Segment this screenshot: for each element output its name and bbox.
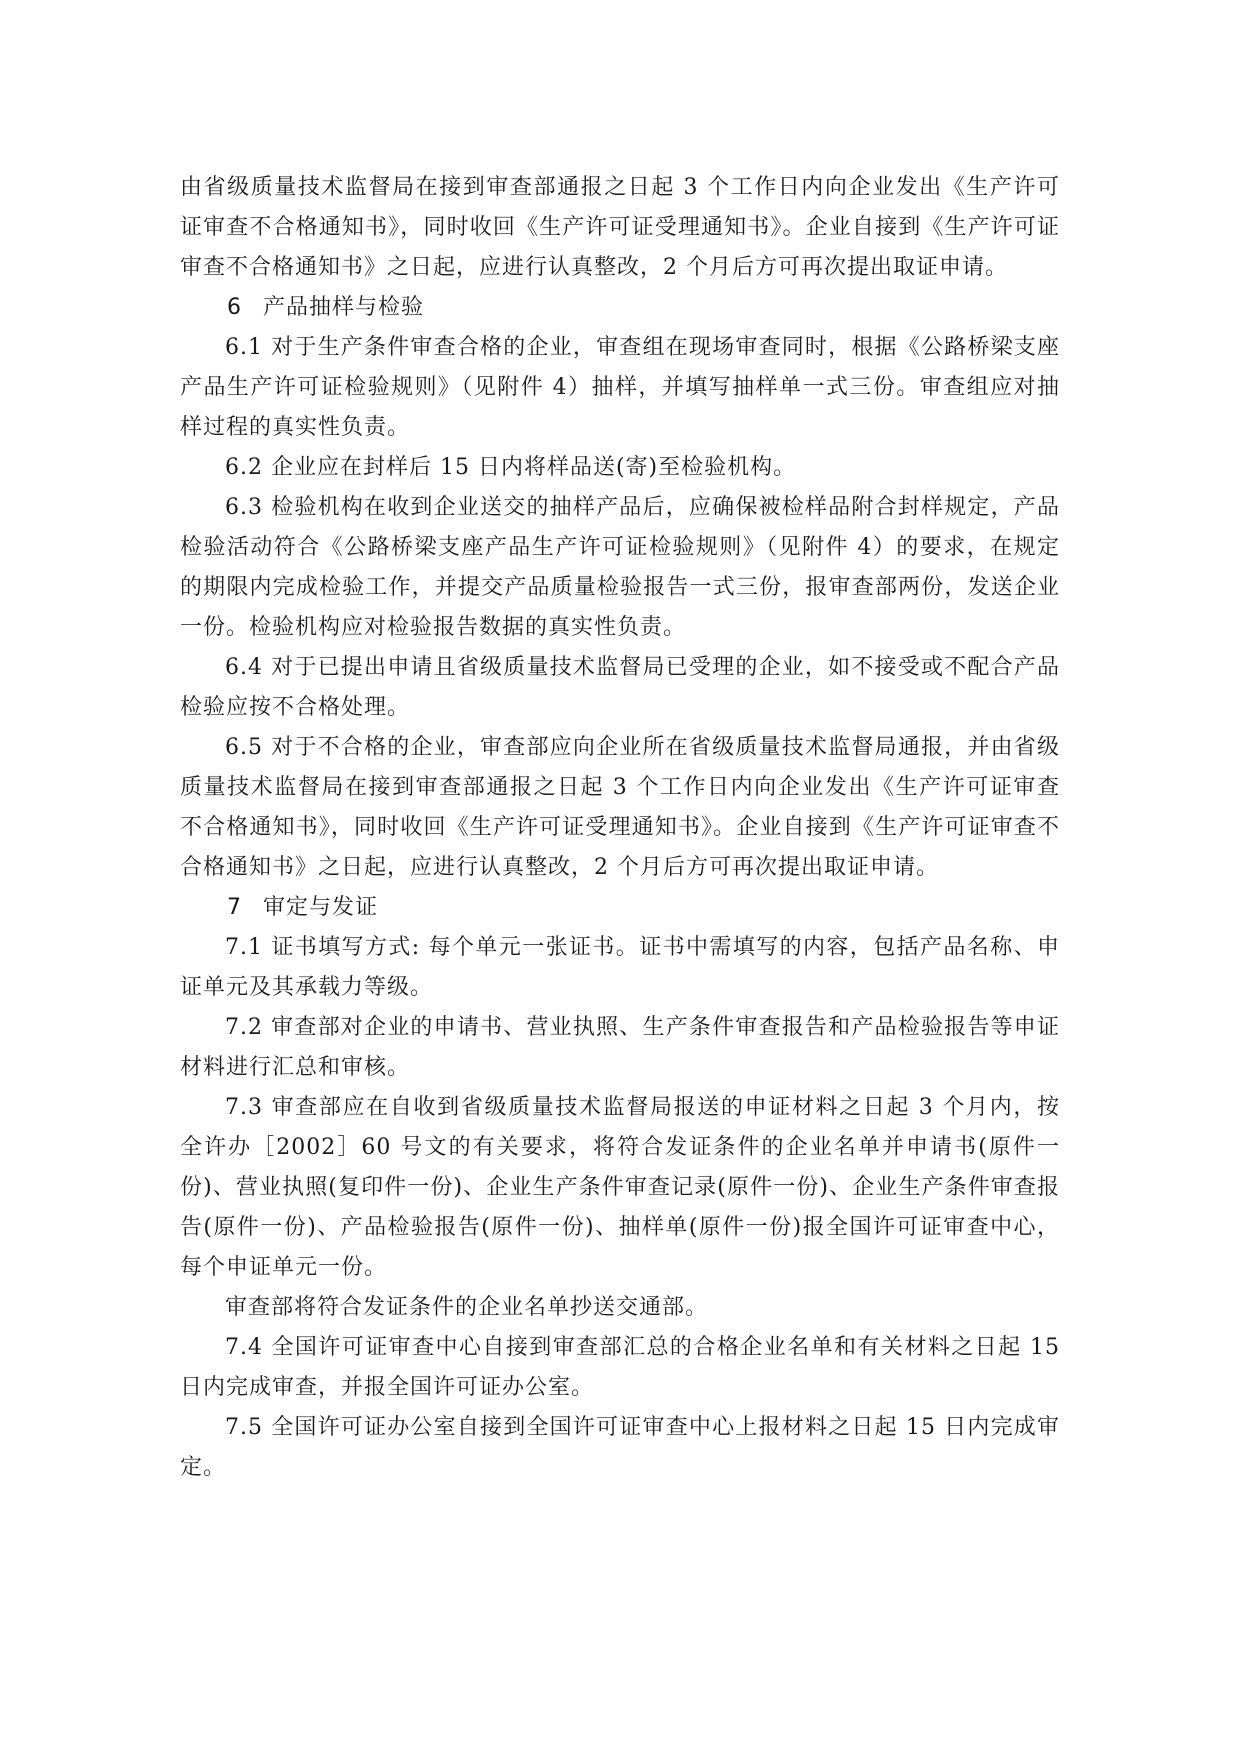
paragraph-7-3: 7.3 审查部应在自收到省级质量技术监督局报送的申证材料之日起 3 个月内，按全许办［2002］60 号文的有关要求，将符合发证条件的企业名单并申请书(原件一份)、营业执照(复印件一份)、企业生产条件审查记录(原件一份)、企业生产条件审查报告(原件一份)、产品检验报告(原件一份)、抽样单(原件一份)报全国许可证审查中心，每个申证单元一份。 — [180, 1095, 1060, 1280]
paragraph-6-3: 6.3 检验机构在收到企业送交的抽样产品后，应确保被检样品附合封样规定，产品检验活动符合《公路桥梁支座产品生产许可证检验规则》（见附件 4）的要求，在规定的期限内完成检验工作，并提交产品质量检验报告一式三份，报审查部两份，发送企业一份。检验机构应对检验报告数据的真实性负责。 — [180, 495, 1060, 640]
paragraph-7-1: 7.1 证书填写方式: 每个单元一张证书。证书中需填写的内容，包括产品名称、申证单元及其承载力等级。 — [180, 935, 1060, 1000]
paragraph-7-2: 7.2 审查部对企业的申请书、营业执照、生产条件审查报告和产品检验报告等申证材料进行汇总和审核。 — [180, 1015, 1060, 1080]
section-heading-7 — [180, 888, 1060, 928]
section-number: 7 — [227, 895, 242, 920]
section-title: 审定与发证 — [263, 895, 379, 920]
paragraph-6-5: 6.5 对于不合格的企业，审查部应向企业所在省级质量技术监督局通报，并由省级质量技术监督局在接到审查部通报之日起 3 个工作日内向企业发出《生产许可证审查不合格通知书》，同时收回《生产许可证受理通知书》。企业自接到《生产许可证审查不合格通知书》之日起，应进行认真整改，2 个月后方可再次提出取证申请。 — [180, 735, 1060, 880]
paragraph-7-4: 7.4 全国许可证审查中心自接到审查部汇总的合格企业名单和有关材料之日起 15 日内完成审查，并报全国许可证办公室。 — [180, 1335, 1060, 1400]
section-title: 产品抽样与检验 — [263, 295, 425, 320]
paragraph-6-4: 6.4 对于已提出申请且省级质量技术监督局已受理的企业，如不接受或不配合产品检验应按不合格处理。 — [180, 655, 1060, 720]
section-heading-6 — [180, 288, 1060, 328]
paragraph-7-3-note: 审查部将符合发证条件的企业名单抄送交通部。 — [225, 1295, 709, 1320]
paragraph-6-1: 6.1 对于生产条件审查合格的企业，审查组在现场审查同时，根据《公路桥梁支座产品生产许可证检验规则》（见附件 4）抽样，并填写抽样单一式三份。审查组应对抽样过程的真实性负责。 — [180, 335, 1060, 440]
paragraph-continuation: 由省级质量技术监督局在接到审查部通报之日起 3 个工作日内向企业发出《生产许可证审查不合格通知书》，同时收回《生产许可证受理通知书》。企业自接到《生产许可证审查不合格通知书》之日起，应进行认真整改，2 个月后方可再次提出取证申请。 — [180, 175, 1060, 280]
paragraph-7-5: 7.5 全国许可证办公室自接到全国许可证审查中心上报材料之日起 15 日内完成审定。 — [180, 1415, 1060, 1480]
paragraph-6-2: 6.2 企业应在封样后 15 日内将样品送(寄)至检验机构。 — [225, 455, 797, 480]
document-body — [180, 168, 1060, 1488]
section-number: 6 — [227, 295, 242, 320]
